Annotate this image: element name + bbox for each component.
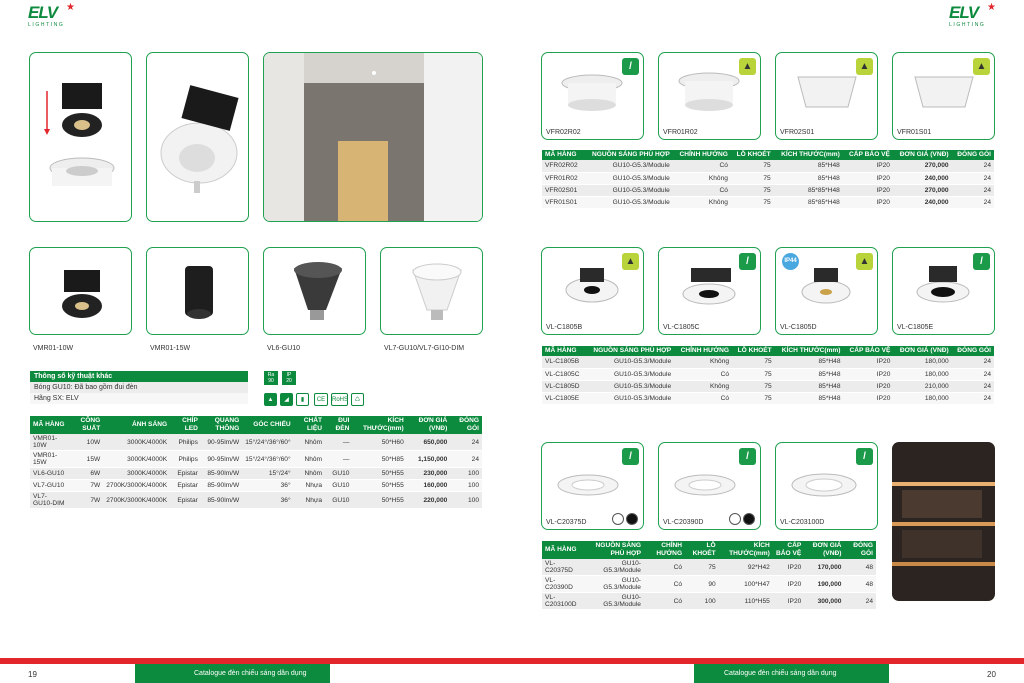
product-card-vmr01-15w — [146, 247, 249, 335]
table-cell: 75 — [731, 184, 774, 196]
vmr01-15w-image — [147, 248, 249, 335]
column-header: ĐÓNG GÓI — [952, 150, 994, 160]
white-swatch — [729, 513, 741, 525]
table-cell: 75 — [732, 392, 775, 404]
table-cell: 2700K/3000K/4000K — [103, 480, 170, 492]
note-icon: ▮ — [296, 393, 309, 406]
rohs-icon: RoHS — [331, 393, 348, 406]
table-cell: 90 — [685, 576, 719, 593]
table-cell: IP20 — [773, 576, 804, 593]
product-label: VL6-GU10 — [267, 345, 301, 352]
table-cell: 24 — [844, 593, 876, 610]
product-card-vl-c20390d — [658, 442, 761, 530]
table-cell: 75 — [732, 380, 775, 392]
column-header: CHÍP LED — [170, 416, 201, 434]
column-header: NGUỒN SÁNG PHÙ HỢP — [583, 150, 673, 160]
page-number-right: 20 — [987, 670, 996, 679]
table-cell: Nhôm — [294, 451, 325, 468]
table-cell: GU10-G5.3/Module — [584, 593, 644, 610]
column-header: ĐUI ĐÈN — [325, 416, 352, 434]
column-header: CHỈNH HƯỚNG — [673, 150, 731, 160]
column-header: KÍCH THƯỚC(mm) — [352, 416, 406, 434]
table-cell: VMR01-15W — [30, 451, 69, 468]
table-cell: Có — [674, 368, 732, 380]
table-header-row — [542, 346, 994, 356]
table-cell: 100 — [450, 480, 482, 492]
table-cell: Epistar — [170, 480, 201, 492]
column-header: ĐÓNG GÓI — [844, 541, 876, 559]
logo-star-icon: ★ — [987, 2, 996, 13]
table-cell: 85*H48 — [774, 160, 843, 172]
logo-tag: LIGHTING — [28, 22, 65, 28]
column-header: KÍCH THƯỚC(mm) — [719, 541, 773, 559]
table-cell: Philips — [170, 434, 201, 451]
table-row — [30, 492, 482, 509]
table-cell: 300,000 — [804, 593, 844, 610]
table-header-row — [542, 150, 994, 160]
table-cell: 75 — [732, 368, 775, 380]
closet-photo-image — [892, 442, 995, 601]
module-exploded-card — [29, 52, 132, 222]
column-header: NGUỒN SÁNG PHÙ HỢP — [584, 541, 644, 559]
table-cell: 75 — [731, 160, 774, 172]
table-cell: 6W — [69, 468, 103, 480]
table-cell: 100 — [450, 492, 482, 509]
table-row — [542, 160, 994, 172]
logo-right — [949, 4, 997, 30]
table-cell: 75 — [731, 172, 774, 184]
table-cell: 7W — [69, 480, 103, 492]
ip-label: IP — [286, 372, 292, 378]
warning-icon: ▲ — [264, 393, 277, 406]
table-cell: GU10-G5.3/Module — [585, 368, 674, 380]
table-row — [542, 356, 994, 368]
module-assembled-image — [147, 53, 249, 222]
warning-icon: ▲ — [856, 58, 873, 75]
table-cell: — — [325, 451, 352, 468]
vl7-gu10-image — [381, 248, 483, 335]
table-cell: 75 — [731, 196, 774, 208]
table-cell: 85*85*H48 — [774, 184, 843, 196]
adjustable-icon: / — [622, 448, 639, 465]
group1-spec-table — [542, 150, 994, 209]
product-label: VL-C1805C — [663, 324, 700, 331]
product-card-vfr01s01 — [892, 52, 995, 140]
table-cell: Không — [673, 196, 731, 208]
table-row — [30, 480, 482, 492]
table-cell: Nhôm — [294, 434, 325, 451]
table-cell: 1,150,000 — [407, 451, 451, 468]
black-swatch — [626, 513, 638, 525]
table-cell: 48 — [844, 576, 876, 593]
table-cell: VL7-GU10-DIM — [30, 492, 69, 509]
column-header: ÁNH SÁNG — [103, 416, 170, 434]
product-card-vl-c1805e — [892, 247, 995, 335]
module-assembled-card — [146, 52, 249, 222]
table-cell: VMR01-10W — [30, 434, 69, 451]
table-cell: 24 — [450, 434, 482, 451]
product-card-vl-c1805b — [541, 247, 644, 335]
logo-left — [28, 4, 76, 30]
table-cell: Epistar — [170, 468, 201, 480]
table-cell: 50*H55 — [352, 492, 406, 509]
table-cell: VFR02S01 — [542, 184, 583, 196]
product-label: VL-C1805E — [897, 324, 934, 331]
table-cell: Có — [644, 593, 685, 610]
table-cell: 170,000 — [804, 559, 844, 576]
table-cell: Có — [673, 160, 731, 172]
table-cell: Có — [673, 184, 731, 196]
column-header: ĐÓNG GÓI — [450, 416, 482, 434]
adjustable-icon: / — [739, 448, 756, 465]
table-cell: Không — [674, 380, 732, 392]
left-spec-table — [30, 416, 482, 509]
table-row — [30, 434, 482, 451]
table-row — [542, 392, 994, 404]
product-label: VMR01-15W — [150, 345, 191, 352]
table-cell: IP20 — [843, 356, 893, 368]
table-cell: 24 — [952, 380, 994, 392]
table-cell: 230,000 — [407, 468, 451, 480]
ra-badge — [264, 371, 278, 385]
table-cell: 50*H55 — [352, 480, 406, 492]
ip44-badge: IP44 — [782, 253, 799, 270]
column-header: CẤP BẢO VỆ — [843, 150, 893, 160]
table-header-row — [30, 416, 482, 434]
table-cell: IP20 — [843, 160, 893, 172]
table-cell: IP20 — [843, 196, 893, 208]
product-label: VL-C1805D — [780, 324, 817, 331]
column-header: ĐƠN GIÁ (VNĐ) — [804, 541, 844, 559]
table-cell: 2700K/3000K/4000K — [103, 492, 170, 509]
room-photo-image — [264, 53, 483, 222]
table-row — [542, 368, 994, 380]
table-row — [542, 196, 994, 208]
warning-icon: ▲ — [856, 253, 873, 270]
vl6-gu10-image — [264, 248, 366, 335]
table-cell: 48 — [844, 559, 876, 576]
table-cell: 3000K/4000K — [103, 434, 170, 451]
table-cell: GU10-G5.3/Module — [583, 160, 673, 172]
table-cell: 36° — [242, 480, 293, 492]
table-row — [542, 172, 994, 184]
table-cell: Nhựa — [294, 492, 325, 509]
table-cell: GU10-G5.3/Module — [584, 559, 644, 576]
table-cell: Có — [674, 392, 732, 404]
table-row — [542, 576, 876, 593]
product-card-vfr02r02 — [541, 52, 644, 140]
page-number-left: 19 — [28, 670, 37, 679]
adjustable-icon: / — [739, 253, 756, 270]
table-cell: 190,000 — [804, 576, 844, 593]
table-cell: VFR02R02 — [542, 160, 583, 172]
table-cell: GU10-G5.3/Module — [585, 392, 674, 404]
table-cell: 100 — [450, 468, 482, 480]
column-header: CẤP BẢO VỆ — [843, 346, 893, 356]
table-cell: GU10-G5.3/Module — [585, 380, 674, 392]
table-cell: GU10-G5.3/Module — [585, 356, 674, 368]
table-cell: 3000K/4000K — [103, 468, 170, 480]
product-label: VL7-GU10/VL7-GI10-DIM — [384, 345, 465, 352]
product-card-vl6-gu10 — [263, 247, 366, 335]
tech-title: Thông số kỹ thuật khác — [30, 371, 248, 382]
table-cell: 85*H48 — [775, 356, 844, 368]
product-label: VL-C20375D — [546, 519, 587, 526]
table-cell: GU10-G5.3/Module — [583, 196, 673, 208]
column-header: CHỈNH HƯỚNG — [644, 541, 685, 559]
table-cell: 75 — [732, 356, 775, 368]
table-cell: 85*85*H48 — [774, 196, 843, 208]
black-swatch — [743, 513, 755, 525]
table-cell: 15°/24°/36°/60° — [242, 434, 293, 451]
column-header: CẤP BẢO VỆ — [773, 541, 804, 559]
table-cell: 15°/24°/36°/60° — [242, 451, 293, 468]
module-exploded-image — [30, 53, 132, 222]
column-header: CHẤT LIỆU — [294, 416, 325, 434]
column-header: MÃ HÀNG — [542, 346, 585, 356]
product-card-vl-c20375d — [541, 442, 644, 530]
table-cell: 270,000 — [893, 184, 952, 196]
table-cell: 100*H47 — [719, 576, 773, 593]
column-header: ĐÓNG GÓI — [952, 346, 994, 356]
table-cell: GU10 — [325, 492, 352, 509]
table-cell: 85*H48 — [775, 380, 844, 392]
product-card-vmr01-10w — [29, 247, 132, 335]
warning-icon: ▲ — [622, 253, 639, 270]
white-swatch — [612, 513, 624, 525]
table-cell: 24 — [450, 451, 482, 468]
table-row — [542, 593, 876, 610]
table-cell: GU10-G5.3/Module — [583, 172, 673, 184]
table-cell: 92*H42 — [719, 559, 773, 576]
column-header: KÍCH THƯỚC(mm) — [775, 346, 844, 356]
logo-star-icon: ★ — [66, 2, 75, 13]
product-label: VL-C203100D — [780, 519, 825, 526]
table-cell: 85-90lm/W — [201, 480, 242, 492]
table-cell: 210,000 — [893, 380, 951, 392]
table-cell: VL-C203100D — [542, 593, 584, 610]
table-cell: Có — [644, 576, 685, 593]
footer-title-left: Catalogue đèn chiếu sáng dân dụng — [194, 670, 307, 677]
vmr01-10w-image — [30, 248, 132, 335]
ra-label: Ra — [267, 372, 275, 378]
product-label: VL-C1805B — [546, 324, 583, 331]
table-cell: GU10 — [325, 480, 352, 492]
table-cell: 180,000 — [893, 368, 951, 380]
group2-spec-table — [542, 346, 994, 405]
table-cell: 50*H55 — [352, 468, 406, 480]
table-cell: 24 — [952, 184, 994, 196]
table-cell: VL6-GU10 — [30, 468, 69, 480]
table-cell: Nhựa — [294, 480, 325, 492]
table-cell: VFR01S01 — [542, 196, 583, 208]
table-cell: 7W — [69, 492, 103, 509]
table-cell: 100 — [685, 593, 719, 610]
table-cell: Nhôm — [294, 468, 325, 480]
column-header: CHỈNH HƯỚNG — [674, 346, 732, 356]
logo-tag: LIGHTING — [949, 22, 986, 28]
column-header: ĐƠN GIÁ (VNĐ) — [893, 150, 952, 160]
table-cell: IP20 — [843, 184, 893, 196]
table-cell: Có — [644, 559, 685, 576]
product-card-vfr02s01 — [775, 52, 878, 140]
table-cell: 270,000 — [893, 160, 952, 172]
ra-value: 90 — [268, 378, 274, 384]
tech-row: Hãng SX: ELV — [30, 393, 248, 404]
ce-icon: CE — [314, 393, 328, 406]
dimmable-icon: ◢ — [280, 393, 293, 406]
table-cell: 85-90lm/W — [201, 468, 242, 480]
product-card-vfr01r02 — [658, 52, 761, 140]
table-cell: 10W — [69, 434, 103, 451]
table-cell: VL-C20375D — [542, 559, 584, 576]
product-label: VL-C20390D — [663, 519, 704, 526]
table-cell: 240,000 — [893, 196, 952, 208]
table-cell: 50*H85 — [352, 451, 406, 468]
table-row — [542, 380, 994, 392]
product-label: VFR01R02 — [663, 129, 698, 136]
table-cell: Không — [674, 356, 732, 368]
table-cell: IP20 — [773, 593, 804, 610]
table-row — [542, 184, 994, 196]
column-header: LỖ KHOÉT — [732, 346, 775, 356]
table-header-row — [542, 541, 876, 559]
ip-value: 20 — [286, 378, 292, 384]
table-cell: Epistar — [170, 492, 201, 509]
warning-icon: ▲ — [739, 58, 756, 75]
table-cell: 90-95lm/W — [201, 434, 242, 451]
column-header: QUANG THÔNG — [201, 416, 242, 434]
column-header: ĐƠN GIÁ (VNĐ) — [407, 416, 451, 434]
product-label: VFR02R02 — [546, 129, 581, 136]
footer-title-right: Catalogue đèn chiếu sáng dân dụng — [724, 670, 837, 677]
table-cell: VL7-GU10 — [30, 480, 69, 492]
table-cell: 3000K/4000K — [103, 451, 170, 468]
table-cell: 15W — [69, 451, 103, 468]
recycle-icon: ♺ — [351, 393, 364, 406]
adjustable-icon: / — [622, 58, 639, 75]
table-cell: VL-C1805D — [542, 380, 585, 392]
table-cell: 24 — [952, 392, 994, 404]
column-header: ĐƠN GIÁ (VNĐ) — [893, 346, 951, 356]
column-header: MÃ HÀNG — [30, 416, 69, 434]
table-cell: IP20 — [843, 368, 893, 380]
table-cell: 15°/24° — [242, 468, 293, 480]
table-cell: IP20 — [773, 559, 804, 576]
adjustable-icon: / — [856, 448, 873, 465]
column-header: LỖ KHOÉT — [685, 541, 719, 559]
table-cell: 650,000 — [407, 434, 451, 451]
column-header: MÃ HÀNG — [542, 541, 584, 559]
table-cell: 240,000 — [893, 172, 952, 184]
logo-brand: ELV — [949, 3, 979, 22]
table-cell: — — [325, 434, 352, 451]
table-cell: Không — [673, 172, 731, 184]
warning-icon: ▲ — [973, 58, 990, 75]
table-cell: 24 — [952, 368, 994, 380]
column-header: LỖ KHOÉT — [731, 150, 774, 160]
product-label: VFR02S01 — [780, 129, 815, 136]
table-cell: 85*H48 — [775, 368, 844, 380]
product-card-vl7-gu10 — [380, 247, 483, 335]
table-row — [30, 451, 482, 468]
ip-badge — [282, 371, 296, 385]
table-cell: 24 — [952, 196, 994, 208]
table-cell: 90-95lm/W — [201, 451, 242, 468]
group3-spec-table — [542, 541, 876, 610]
table-cell: 24 — [952, 160, 994, 172]
product-card-vl-c1805d — [775, 247, 878, 335]
product-label: VFR01S01 — [897, 129, 932, 136]
product-card-vl-c1805c — [658, 247, 761, 335]
table-row — [542, 559, 876, 576]
table-cell: VL-C20390D — [542, 576, 584, 593]
table-cell: 50*H60 — [352, 434, 406, 451]
table-cell: 110*H55 — [719, 593, 773, 610]
table-cell: Philips — [170, 451, 201, 468]
table-cell: VL-C1805C — [542, 368, 585, 380]
table-cell: 85*H48 — [775, 392, 844, 404]
table-cell: VL-C1805B — [542, 356, 585, 368]
table-cell: 220,000 — [407, 492, 451, 509]
column-header: GÓC CHIẾU — [242, 416, 293, 434]
table-cell: IP20 — [843, 380, 893, 392]
column-header: NGUỒN SÁNG PHÙ HỢP — [585, 346, 674, 356]
column-header: MÃ HÀNG — [542, 150, 583, 160]
product-card-vl-c203100d — [775, 442, 878, 530]
table-cell: 75 — [685, 559, 719, 576]
table-cell: 85*H48 — [774, 172, 843, 184]
table-cell: IP20 — [843, 392, 893, 404]
closet-photo-card — [892, 442, 995, 601]
column-header: CÔNG SUẤT — [69, 416, 103, 434]
table-cell: IP20 — [843, 172, 893, 184]
table-cell: VFR01R02 — [542, 172, 583, 184]
table-cell: GU10-G5.3/Module — [583, 184, 673, 196]
table-cell: GU10 — [325, 468, 352, 480]
table-cell: GU10-G5.3/Module — [584, 576, 644, 593]
logo-brand: ELV — [28, 3, 58, 22]
table-cell: 85-90lm/W — [201, 492, 242, 509]
table-cell: 180,000 — [893, 356, 951, 368]
adjustable-icon: / — [973, 253, 990, 270]
table-cell: 160,000 — [407, 480, 451, 492]
table-cell: 24 — [952, 356, 994, 368]
tech-row: Bóng GU10: Đã bao gồm đui đèn — [30, 382, 248, 393]
table-cell: 36° — [242, 492, 293, 509]
table-cell: 24 — [952, 172, 994, 184]
product-label: VMR01-10W — [33, 345, 74, 352]
table-cell: 180,000 — [893, 392, 951, 404]
table-row — [30, 468, 482, 480]
column-header: KÍCH THƯỚC(mm) — [774, 150, 843, 160]
room-photo-card — [263, 52, 483, 222]
table-cell: VL-C1805E — [542, 392, 585, 404]
